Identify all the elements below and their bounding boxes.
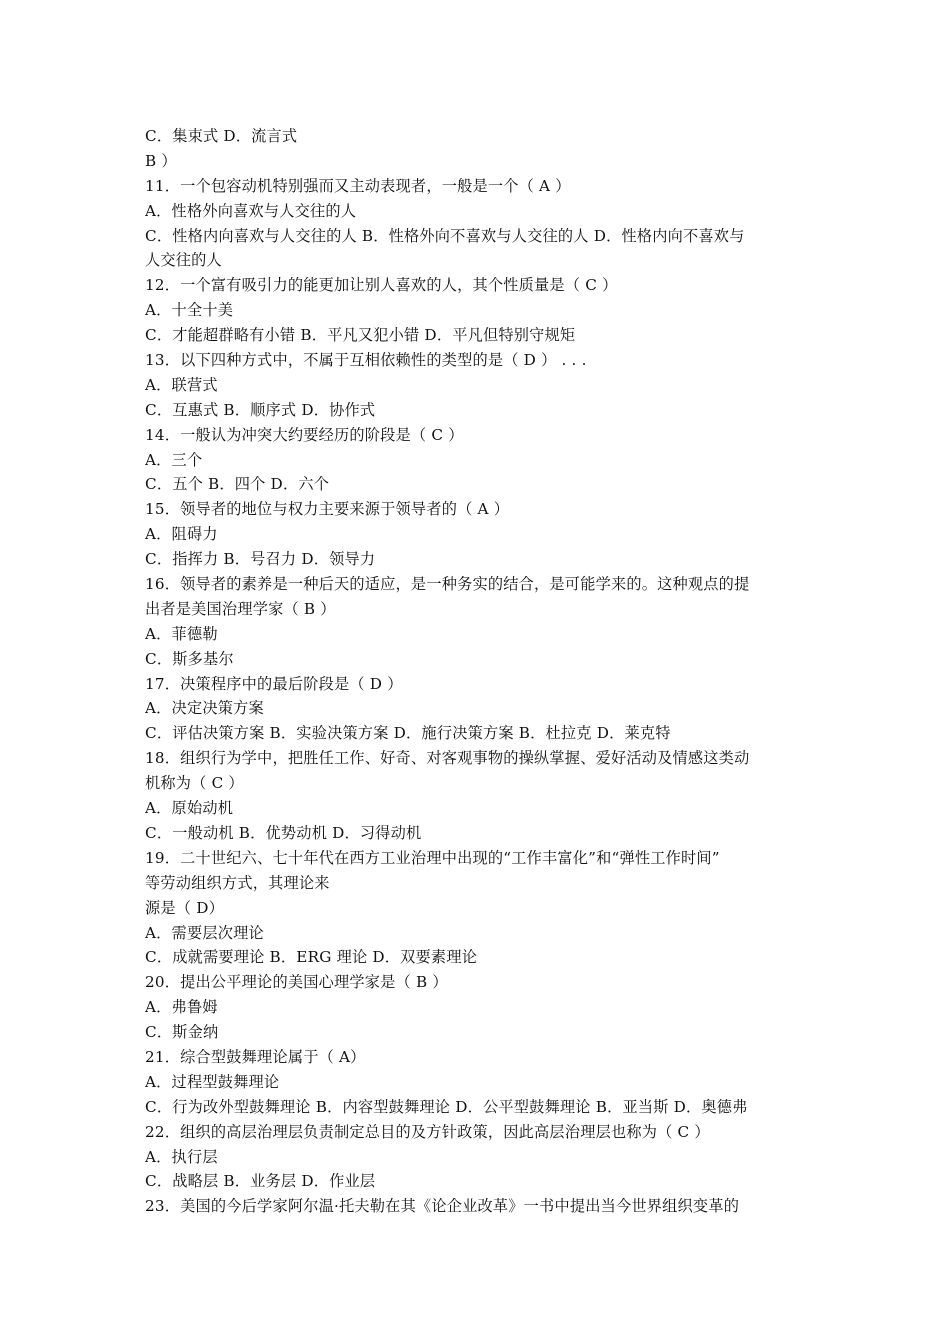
option-line: A．过程型鼓舞理论: [145, 1072, 280, 1091]
question-line: 18．组织行为学中，把胜任工作、好奇、对客观事物的操纵掌握、爱好活动及情感这类动: [145, 749, 750, 768]
option-line: C．才能超群略有小错 B．平凡又犯小错 D．平凡但特别守规矩: [145, 326, 576, 345]
option-line: A．弗鲁姆: [145, 998, 218, 1017]
question-line: 23．美国的今后学家阿尔温·托夫勒在其《论企业改革》一书中提出当今世界组织变革的: [145, 1197, 740, 1216]
option-line: C．一般动机 B．优势动机 D．习得动机: [145, 823, 422, 842]
option-line: A．决定决策方案: [145, 699, 264, 718]
option-line: A．菲德勒: [145, 624, 218, 643]
option-line: C．互惠式 B．顺序式 D．协作式: [145, 400, 376, 419]
text-line: 源是（ D）: [145, 898, 224, 917]
option-line: C．斯多基尔: [145, 649, 234, 668]
text-line: B ）: [145, 151, 177, 170]
option-line: A．阻碍力: [145, 525, 218, 544]
option-line: A．执行层: [145, 1147, 218, 1166]
option-line: C．性格内向喜欢与人交往的人 B．性格外向不喜欢与人交往的人 D．性格内向不喜欢与: [145, 226, 745, 245]
question-line: 11．一个包容动机特别强而又主动表现者，一般是一个（ A ）: [145, 176, 571, 195]
option-line: A．三个: [145, 450, 203, 469]
option-line: C．指挥力 B．号召力 D．领导力: [145, 550, 376, 569]
question-line: 17．决策程序中的最后阶段是（ D ）: [145, 674, 403, 693]
question-line: 15．领导者的地位与权力主要来源于领导者的（ A ）: [145, 500, 510, 519]
text-line: 等劳动组织方式，其理论来: [145, 873, 330, 892]
text-line: C．集束式 D．流言式: [145, 127, 298, 145]
question-line: 16．领导者的素养是一种后天的适应，是一种务实的结合，是可能学来的。这种观点的提: [145, 575, 750, 594]
option-line: C．行为改外型鼓舞理论 B．内容型鼓舞理论 D．公平型鼓舞理论 B．亚当斯 D．奥德弗: [145, 1097, 748, 1116]
question-line: 20．提出公平理论的美国心理学家是（ B ）: [145, 973, 448, 992]
option-line: A．十全十美: [145, 301, 234, 320]
question-line: 14．一般认为冲突大约要经历的阶段是（ C ）: [145, 425, 464, 444]
question-line: 12．一个富有吸引力的能更加让别人喜欢的人，其个性质量是（ C ）: [145, 276, 618, 295]
option-line: A．需要层次理论: [145, 923, 264, 942]
text-line: 出者是美国治理学家（ B ）: [145, 599, 336, 618]
document-body: [145, 124, 815, 1219]
text-line: 机称为（ C ）: [145, 774, 244, 793]
option-line: C．斯金纳: [145, 1023, 219, 1042]
question-line: 19．二十世纪六、七十年代在西方工业治理中出现的“工作丰富化”和“弹性工作时间”: [145, 848, 720, 867]
option-line: C．五个 B．四个 D．六个: [145, 475, 330, 494]
question-line: 22．组织的高层治理层负责制定总目的及方针政策，因此高层治理层也称为（ C ）: [145, 1122, 710, 1141]
question-line: 13．以下四种方式中，不属于互相依赖性的类型的是（ D ） . . .: [145, 351, 587, 370]
option-line: A．原始动机: [145, 799, 234, 818]
option-line: A．联营式: [145, 375, 218, 394]
option-line: C．评估决策方案 B．实验决策方案 D．施行决策方案 B．杜拉克 D．莱克特: [145, 724, 671, 743]
question-line: 21．综合型鼓舞理论属于（ A）: [145, 1047, 366, 1066]
text-line: 人交往的人: [145, 251, 222, 270]
option-line: C．成就需要理论 B．ERG 理论 D．双要素理论: [145, 948, 478, 967]
option-line: A．性格外向喜欢与人交往的人: [145, 201, 357, 220]
option-line: C．战略层 B．业务层 D．作业层: [145, 1172, 376, 1191]
